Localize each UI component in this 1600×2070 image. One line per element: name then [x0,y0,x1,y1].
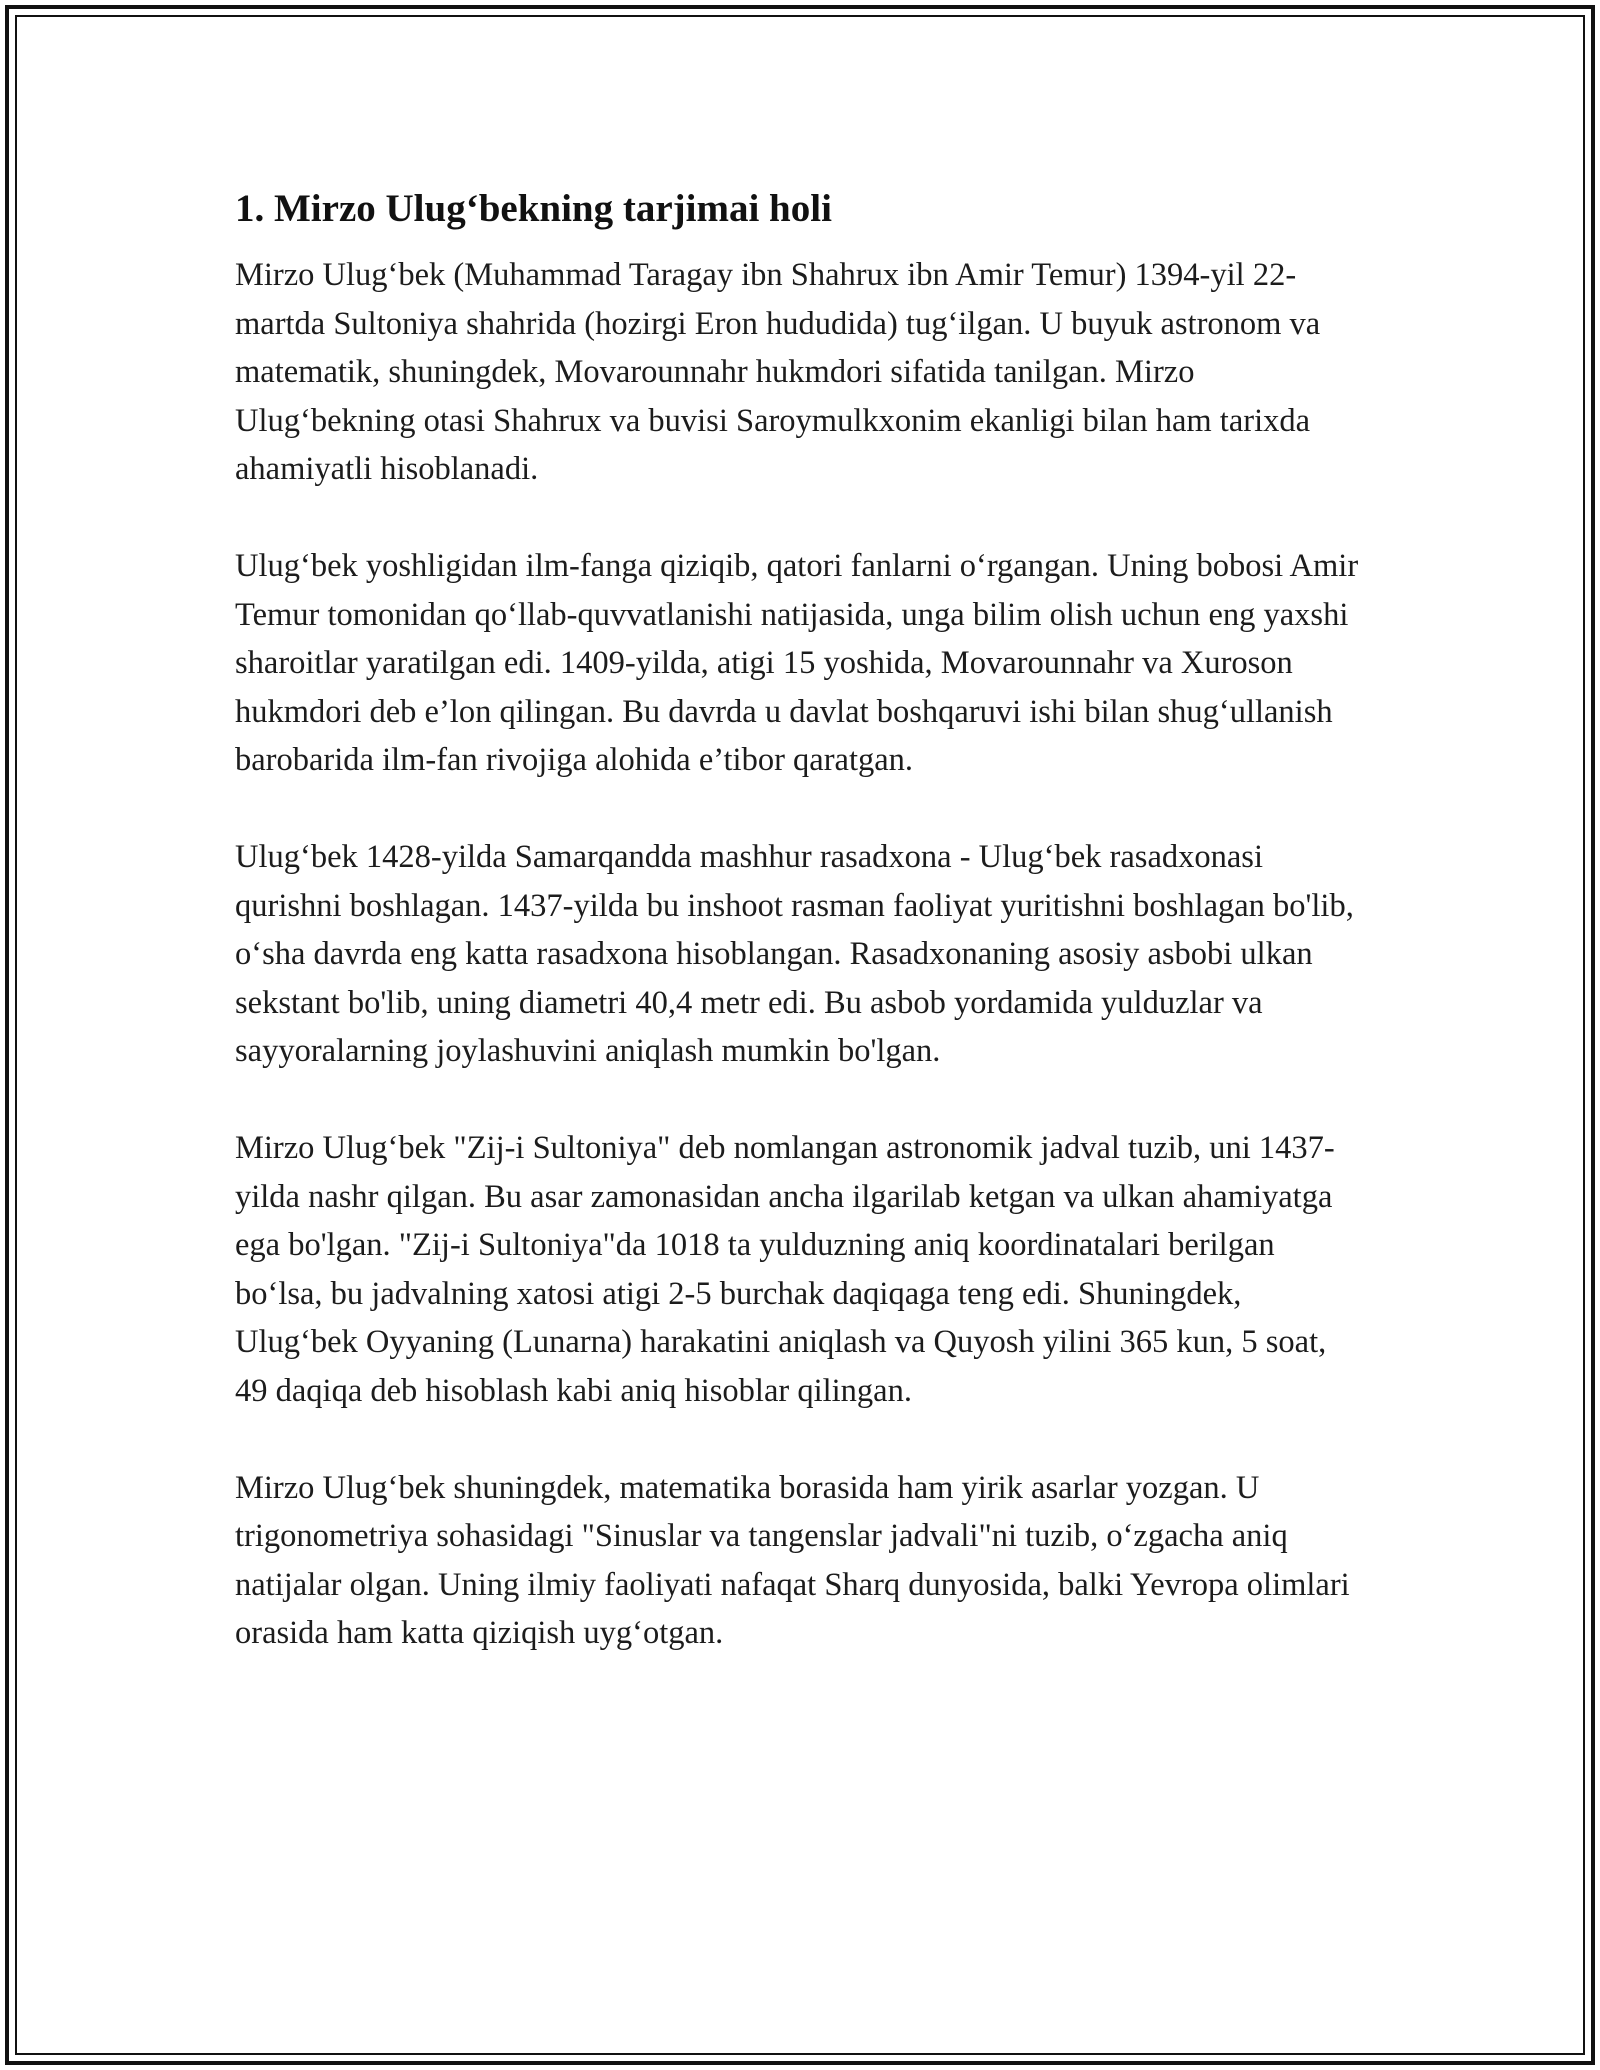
paragraph-observatory: Ulug‘bek 1428-yilda Samarqandda mashhur rasadxona - Ulug‘bek rasadxonasi qurishni boshlagan. 1437-yilda bu inshoot rasman faoliyat yuritishni boshlagan bo'lib, o‘sha davrda eng katta rasadxona hisoblangan. Rasadxonaning asosiy asbobi ulkan sekstant bo'lib, uning diametri 40,4 metr edi. Bu asbob yordamida yulduzlar va sayyoralarning joylashuvini aniqlash mumkin bo'lgan. [235,839,1354,1069]
paragraph-youth: Ulug‘bek yoshligidan ilm-fanga qiziqib, qatori fanlarni o‘rgangan. Uning bobosi Amir Temur tomonidan qo‘llab-quvvatlanishi natijasida, unga bilim olish uchun eng yaxshi sharoitlar yaratilgan edi. 1409-yilda, atigi 15 yoshida, Movarounnahr va Xuroson hukmdori deb e’lon qilingan. Bu davrda u davlat boshqaruvi ishi bilan shug‘ullanish barobarida ilm-fan rivojiga alohida e’tibor qaratgan. [235,548,1359,778]
paragraph-mathematics: Mirzo Ulug‘bek shuningdek, matematika borasida ham yirik asarlar yozgan. U trigonometriya sohasidagi "Sinuslar va tangenslar jadvali"ni tuzib, o‘zgacha aniq natijalar olgan. Uning ilmiy faoliyati nafaqat Sharq dunyosida, balki Yevropa olimlari orasida ham katta qiziqish uyg‘otgan. [235,1469,1350,1651]
section-heading: 1. Mirzo Ulug‘bekning tarjimai holi [235,187,832,230]
paragraph-zij: Mirzo Ulug‘bek "Zij-i Sultoniya" deb nomlangan astronomik jadval tuzib, uni 1437-yilda nashr qilgan. Bu asar zamonasidan ancha ilgarilab ketgan va ulkan ahamiyatga ega bo'lgan. "Zij-i Sultoniya"da 1018 ta yulduzning aniq koordinatalari berilgan bo‘lsa, bu jadvalning xatosi atigi 2-5 burchak daqiqaga teng edi. Shuningdek, Ulug‘bek Oyyaning (Lunarna) harakatini aniqlash va Quyosh yilini 365 kun, 5 soat, 49 daqiqa deb hisoblash kabi aniq hisoblar qilingan. [235,1130,1335,1409]
paragraph-biography: Mirzo Ulug‘bek (Muhammad Taragay ibn Shahrux ibn Amir Temur) 1394-yil 22-martda Sultoniya shahrida (hozirgi Eron hududida) tug‘ilgan. U buyuk astronom va matematik, shuningdek, Movarounnahr hukmdori sifatida tanilgan. Mirzo Ulug‘bekning otasi Shahrux va buvisi Saroymulkxonim ekanligi bilan ham tarixda ahamiyatli hisoblanadi. [235,257,1321,487]
document-body [235,185,1365,1706]
